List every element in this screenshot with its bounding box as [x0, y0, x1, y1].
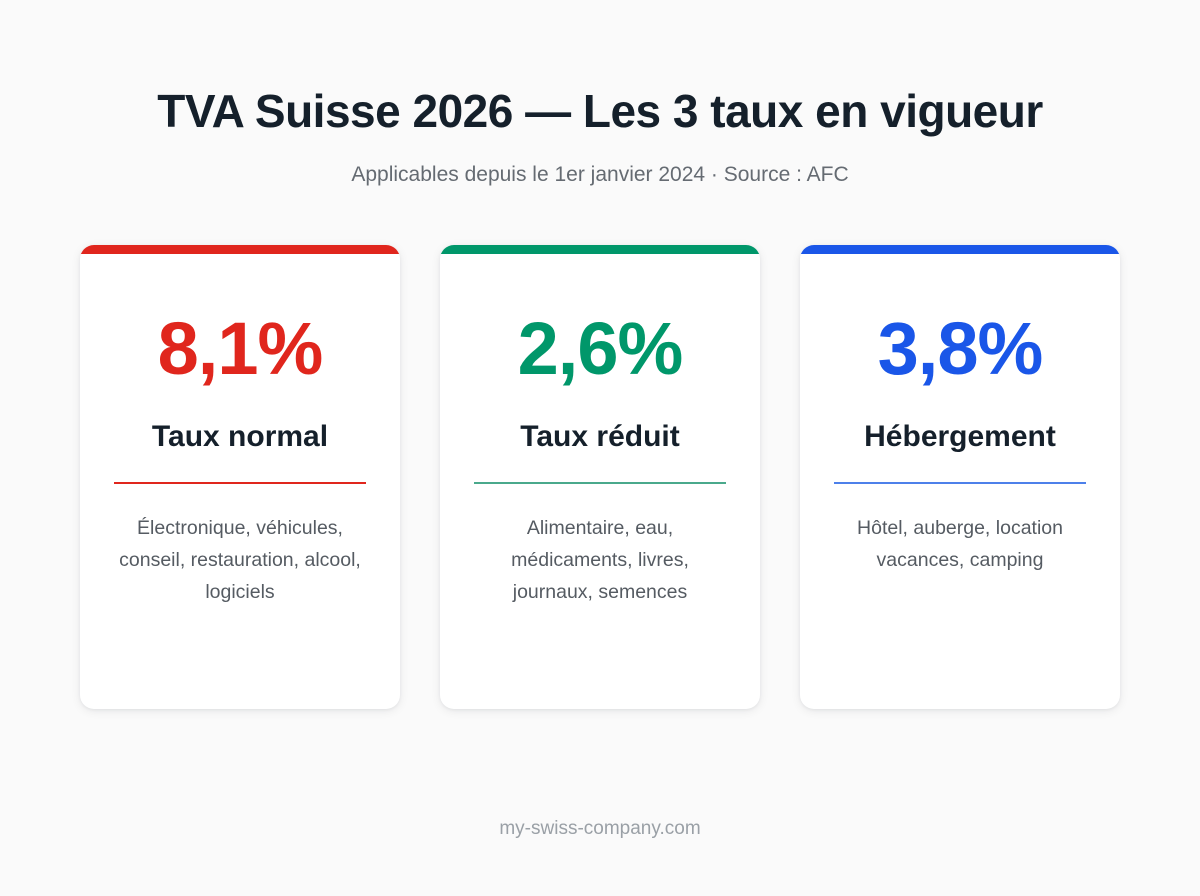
rate-value: 2,6% [517, 306, 683, 390]
card-divider [114, 482, 366, 484]
card-accent-bar [440, 245, 760, 254]
page-title: TVA Suisse 2026 — Les 3 taux en vigueur [157, 85, 1043, 137]
rate-value: 3,8% [877, 306, 1043, 390]
rate-value: 8,1% [157, 306, 323, 390]
card-accent-bar [800, 245, 1120, 254]
card-divider [834, 482, 1086, 484]
rate-card-normal [80, 245, 400, 709]
rate-description: Alimentaire, eau, médicaments, livres, journaux, semences [511, 516, 689, 603]
rate-description: Électronique, véhicules, conseil, restauration, alcool, logiciels [119, 516, 361, 603]
rate-label: Hébergement [864, 419, 1056, 453]
page-subtitle: Applicables depuis le 1er janvier 2024 · Source : AFC [351, 162, 849, 186]
rate-card-reduced [440, 245, 760, 709]
rate-description: Hôtel, auberge, location vacances, camping [857, 516, 1063, 571]
footer-source: my-swiss-company.com [499, 818, 701, 839]
rate-card-accommodation [800, 245, 1120, 709]
rate-cards-container [80, 245, 1120, 709]
rate-label: Taux normal [151, 419, 329, 453]
card-divider [474, 482, 726, 484]
rate-label: Taux réduit [520, 419, 680, 453]
card-accent-bar [80, 245, 400, 254]
